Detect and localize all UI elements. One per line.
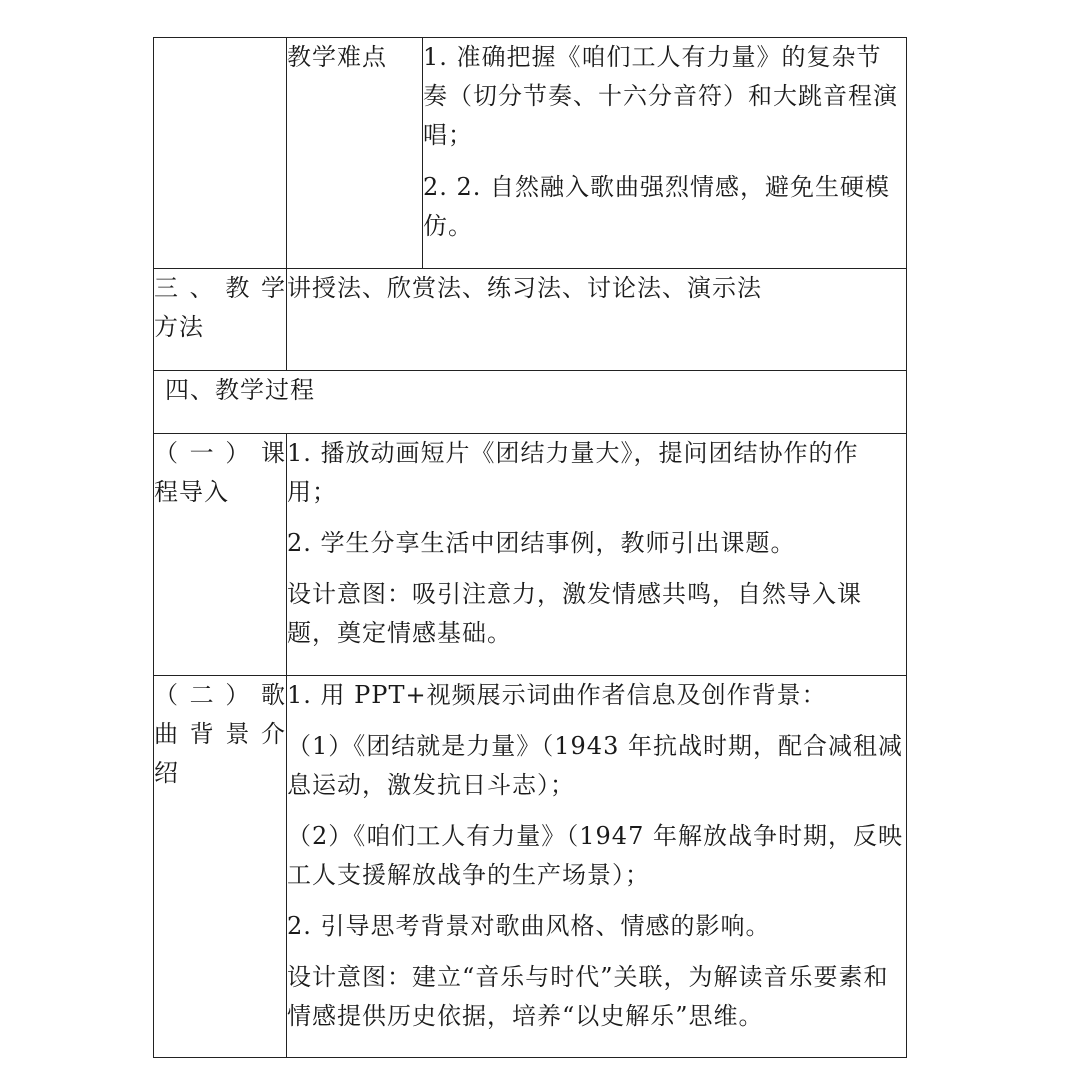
teaching-method-row [154,269,907,371]
teaching-method-content [287,269,907,371]
teaching-difficulty-row [154,38,907,269]
intro-item: 2. 学生分享生活中团结事例，教师引出课题。 [287,529,796,557]
background-item: （2）《咱们工人有力量》（1947 年解放战争时期，反映工人支援解放战争的生产场景）； [287,822,903,889]
empty-left-cell [154,38,287,269]
lesson-intro-row [154,434,907,676]
background-item: （1）《团结就是力量》（1943 年抗战时期，配合减租减息运动，激发抗日斗志）； [287,732,903,799]
background-label-line: 绍 [154,759,179,787]
background-label-line: （二）歌 [154,681,286,709]
difficulty-item: 1. 准确把握《咱们工人有力量》的复杂节奏（切分节奏、十六分音符）和大跳音程演唱； [423,43,898,149]
intro-design-intent: 设计意图：吸引注意力，激发情感共鸣，自然导入课题，奠定情感基础。 [287,580,862,647]
intro-label-line: 程导入 [154,478,229,506]
song-background-label [154,676,287,1058]
method-label-line: 三、教学 [154,274,286,302]
method-label-line: 方法 [154,313,204,341]
lesson-plan-table [153,37,907,1058]
lesson-intro-content [287,434,907,676]
intro-item: 1. 播放动画短片《团结力量大》，提问团结协作的作用； [287,439,859,506]
background-design-intent: 设计意图：建立“音乐与时代”关联，为解读音乐要素和情感提供历史依据，培养“以史解乐”思维。 [287,963,889,1030]
teaching-process-heading [154,371,907,434]
teaching-method-label [154,269,287,371]
song-background-content [287,676,907,1058]
teaching-difficulty-label [287,38,423,269]
method-text: 讲授法、欣赏法、练习法、讨论法、演示法 [287,274,762,302]
intro-label-line: （一）课 [154,439,286,467]
difficulty-item: 2. 2. 自然融入歌曲强烈情感，避免生硬模仿。 [423,173,891,240]
teaching-process-row [154,371,907,434]
background-item: 1. 用 PPT+视频展示词曲作者信息及创作背景： [287,681,827,709]
background-item: 2. 引导思考背景对歌曲风格、情感的影响。 [287,912,771,940]
teaching-difficulty-content [423,38,907,269]
song-background-row [154,676,907,1058]
lesson-intro-label [154,434,287,676]
background-label-line: 曲背景介 [154,720,286,748]
process-heading-text: 四、教学过程 [165,376,315,404]
difficulty-label-text: 教学难点 [287,43,387,71]
